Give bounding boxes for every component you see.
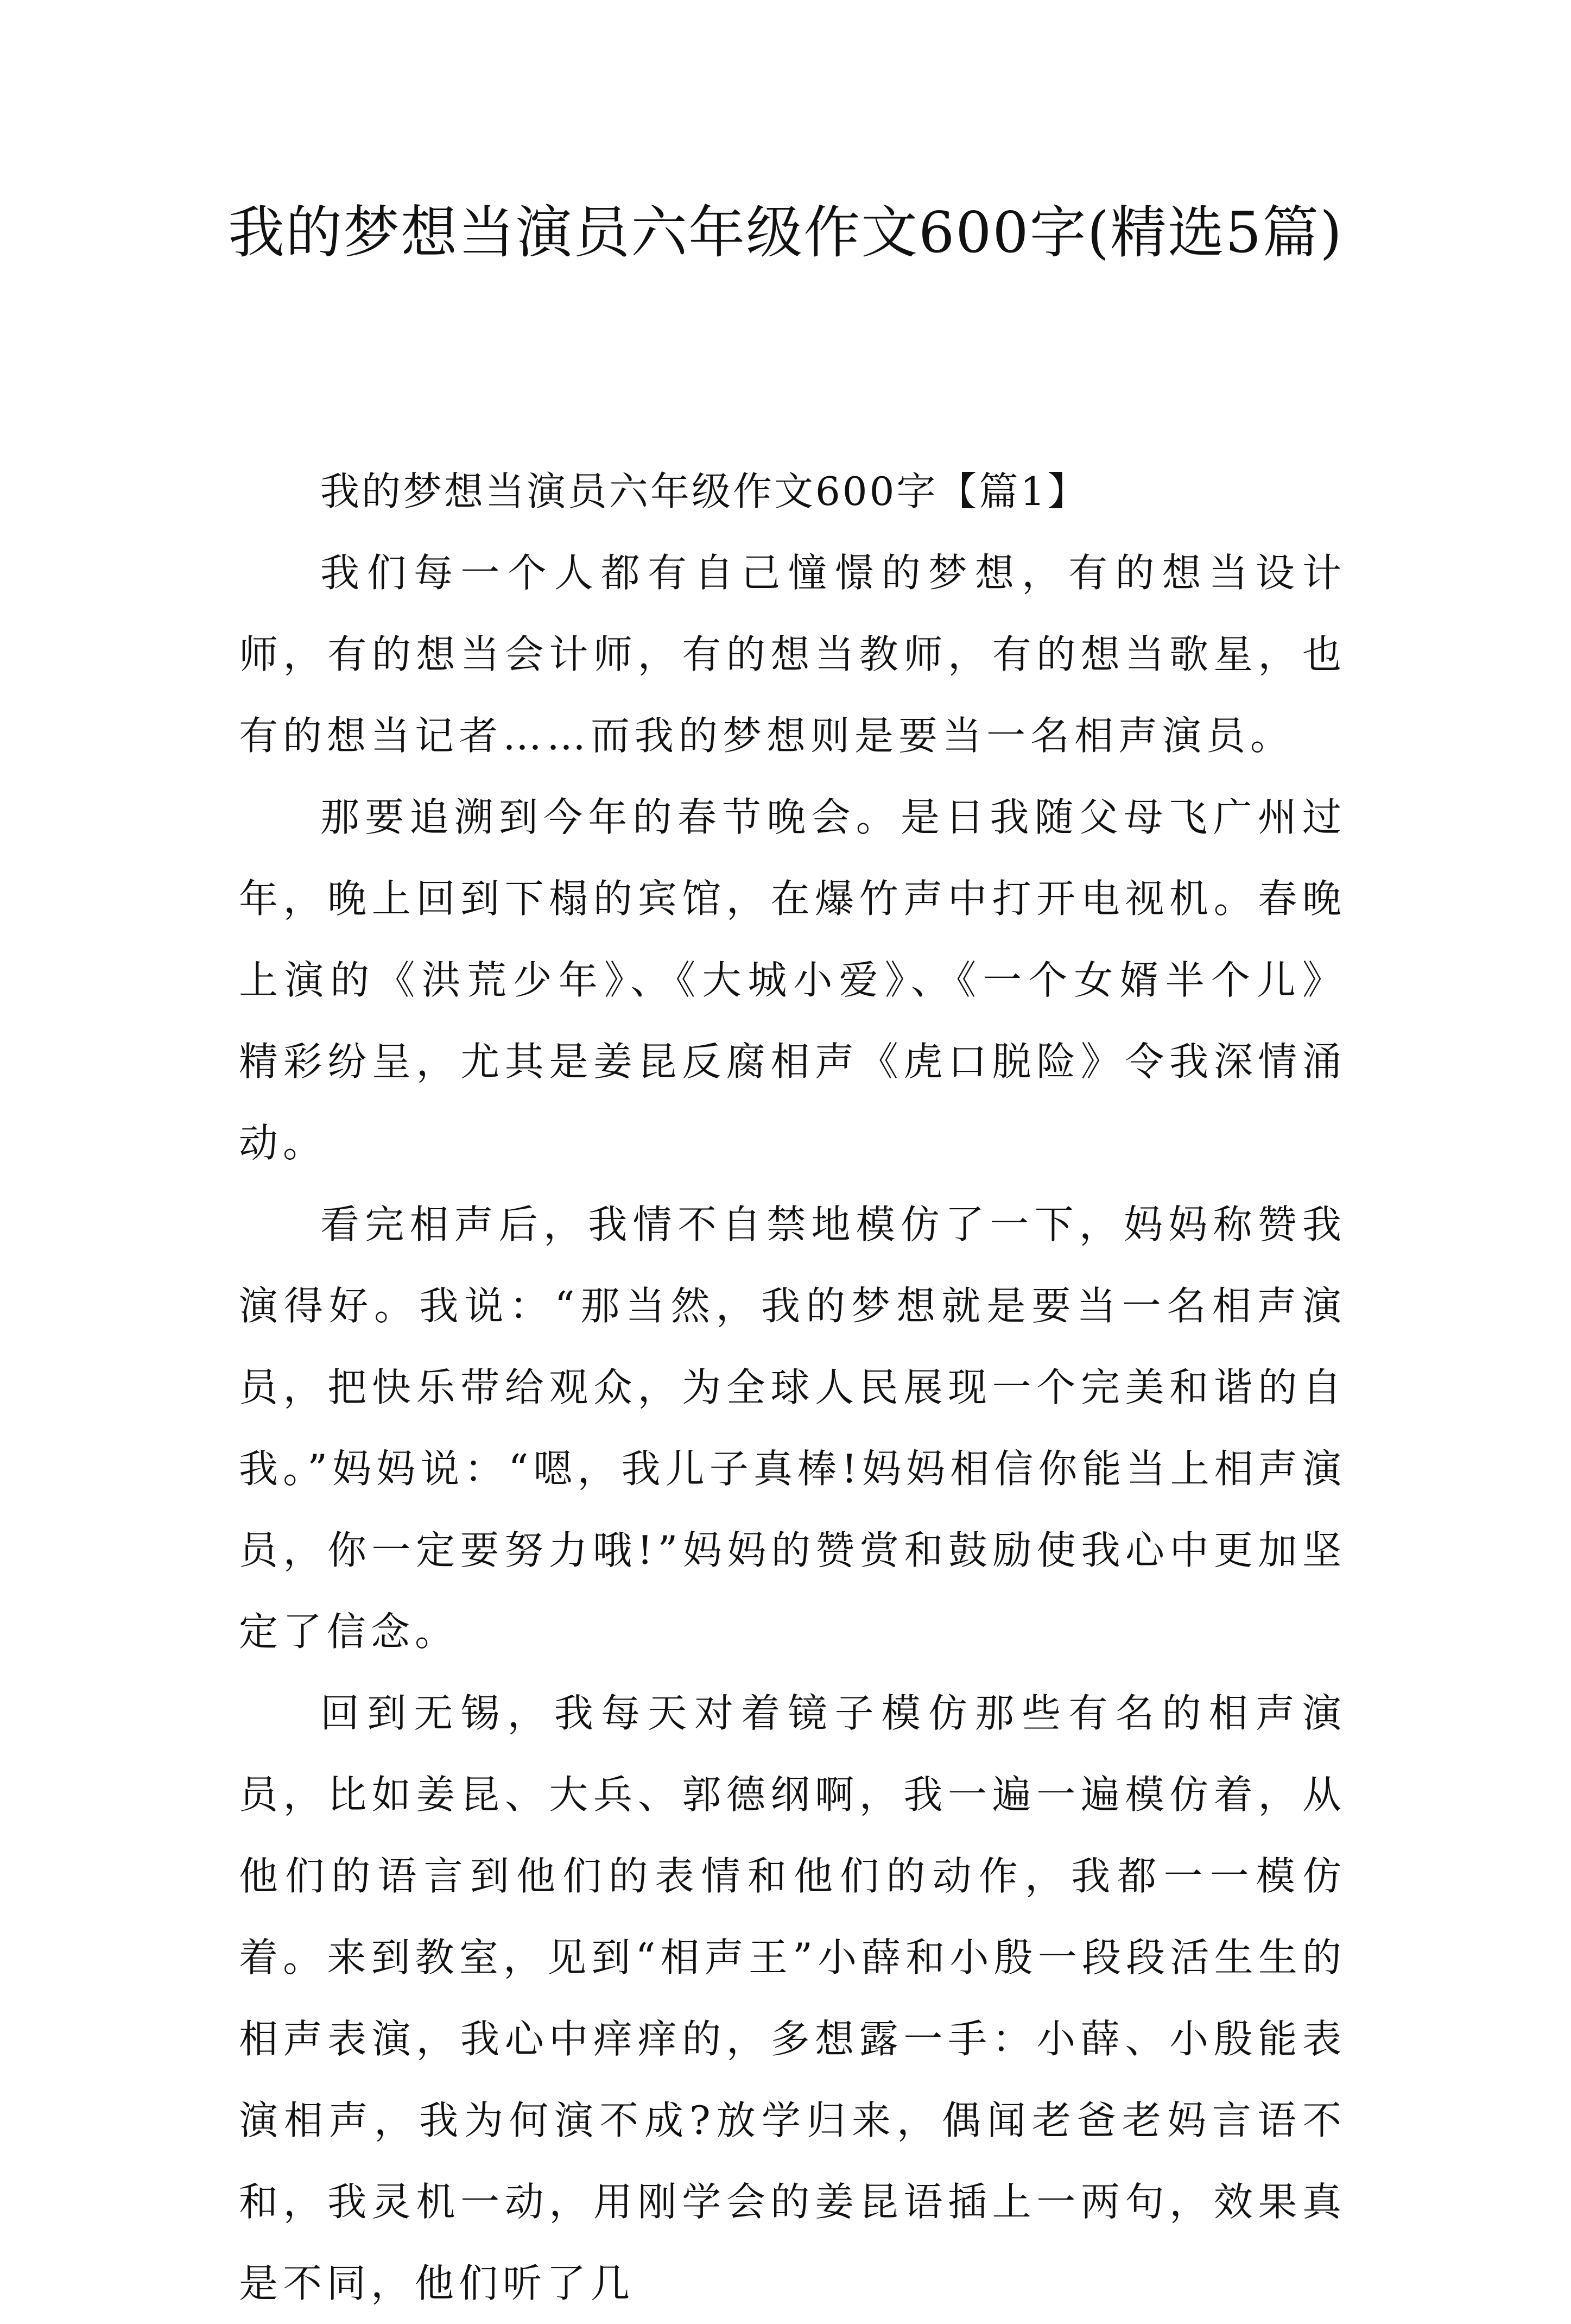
paragraph-1: 我们每一个人都有自己憧憬的梦想，有的想当设计师，有的想当会计师，有的想当教师，有的想当歌星，也有的想当记者……而我的梦想则是要当一名相声演员。 bbox=[239, 550, 1346, 759]
paragraph-4: 回到无锡，我每天对着镜子模仿那些有名的相声演员，比如姜昆、大兵、郭德纲啊，我一遍一遍模仿着，从他们的语言到他们的表情和他们的动作，我都一一模仿着。来到教室，见到“相声王”小薛和小殷一段段活生生的相声表演，我心中痒痒的，多想露一手：小薛、小殷能表演相声，我为何演不成?放学归来，偶闻老爸老妈言语不和，我灵机一动，用刚学会的姜昆语插上一两句，效果真是不同，他们听了几 bbox=[239, 1690, 1346, 2306]
section-heading: 我的梦想当演员六年级作文600字【篇1】 bbox=[320, 469, 1089, 514]
document-title: 我的梦想当演员六年级作文600字(精选5篇) bbox=[228, 199, 1343, 266]
document-body bbox=[239, 451, 1346, 2324]
paragraph-2: 那要追溯到今年的春节晚会。是日我随父母飞广州过年，晚上回到下榻的宾馆，在爆竹声中打开电视机。春晚上演的《洪荒少年》、《大城小爱》、《一个女婿半个儿》精彩纷呈，尤其是姜昆反腐相声《虎口脱险》令我深情涌动。 bbox=[239, 794, 1346, 1166]
paragraph-3: 看完相声后，我情不自禁地模仿了一下，妈妈称赞我演得好。我说：“那当然，我的梦想就是要当一名相声演员，把快乐带给观众，为全球人民展现一个完美和谐的自我。”妈妈说：“嗯，我儿子真棒!妈妈相信你能当上相声演员，你一定要努力哦!”妈妈的赞赏和鼓励使我心中更加坚定了信念。 bbox=[239, 1202, 1346, 1654]
